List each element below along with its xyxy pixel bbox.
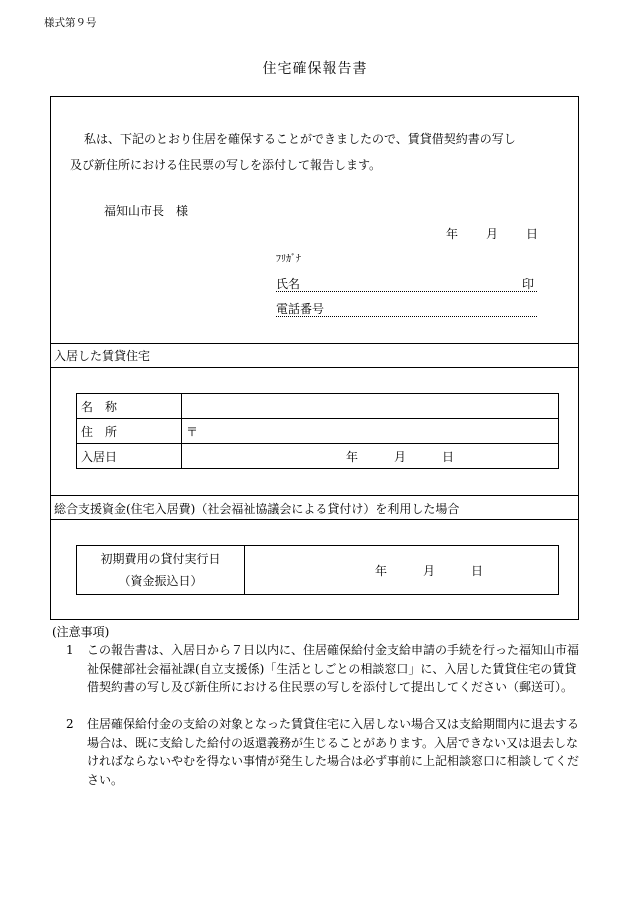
loan-date-label-line-1: 初期費用の貸付実行日 <box>100 552 221 566</box>
intro-line-2: 及び新住所における住民票の写しを添付して報告します。 <box>70 158 382 172</box>
note-number: 2 <box>66 717 74 731</box>
loan-table <box>76 545 559 595</box>
divider <box>50 343 579 344</box>
housing-address-field[interactable]: 〒 <box>182 419 559 444</box>
move-in-date-label: 入居日 <box>77 444 182 469</box>
housing-name-field[interactable] <box>182 394 559 419</box>
note-item <box>66 715 580 789</box>
date-day-label: 日 <box>526 227 539 241</box>
note-text: この報告書は、入居日から７日以内に、住居確保給付金支給申請の手続を行った福知山市福祉保健部社会福祉課(自立支援係)「生活としごとの相談窓口」に、入居した賃貸住宅の賃貸借契約書の写し及び新住所における住民票の写しを添付して提出してください（郵送可）。 <box>87 643 580 694</box>
phone-field[interactable] <box>276 316 537 317</box>
note-text: 住居確保給付金の支給の対象となった賃貸住宅に入居しない場合又は支給期間内に退去する場合は、既に支給した給付の返還義務が生じることがあります。入居できない又は退去しなければならないやむを得ない事情が発生した場合は必ず事前に上記相談窓口に相談してください。 <box>87 717 580 787</box>
housing-section-heading: 入居した賃貸住宅 <box>54 349 151 363</box>
furigana-label: ﾌﾘｶﾞﾅ <box>276 254 301 265</box>
divider <box>50 495 579 496</box>
move-in-date-field[interactable]: 年 月 日 <box>182 444 559 469</box>
intro-statement <box>70 126 570 178</box>
name-label: 氏名 <box>276 277 301 291</box>
loan-date-label-line-2: （資金振込日） <box>118 574 203 588</box>
phone-label: 電話番号 <box>276 302 325 316</box>
document-title: 住宅確保報告書 <box>262 61 368 77</box>
note-item <box>66 641 580 697</box>
seal-mark: 印 <box>522 277 535 291</box>
date-year-label: 年 <box>446 227 459 241</box>
name-field[interactable] <box>276 291 537 292</box>
loan-date-field[interactable]: 年 月 日 <box>245 546 559 595</box>
table-row <box>77 419 559 444</box>
divider <box>50 519 579 520</box>
housing-table <box>76 393 559 469</box>
housing-name-label: 名 称 <box>77 394 182 419</box>
date-month-label: 月 <box>486 227 499 241</box>
housing-address-label: 住 所 <box>77 419 182 444</box>
notes-heading: (注意事項) <box>52 625 110 639</box>
note-number: 1 <box>66 643 74 657</box>
loan-date-label <box>77 546 245 595</box>
table-row <box>77 444 559 469</box>
divider <box>50 367 579 368</box>
loan-section-heading: 総合支援資金(住宅入居費)（社会福祉協議会による貸付け）を利用した場合 <box>54 502 460 516</box>
form-number: 様式第９号 <box>44 17 97 29</box>
intro-line-1: 私は、下記のとおり住居を確保することができましたので、賃貸借契約書の写し <box>84 132 516 146</box>
addressee: 福知山市長 様 <box>104 204 189 218</box>
table-row <box>77 546 559 595</box>
table-row <box>77 394 559 419</box>
